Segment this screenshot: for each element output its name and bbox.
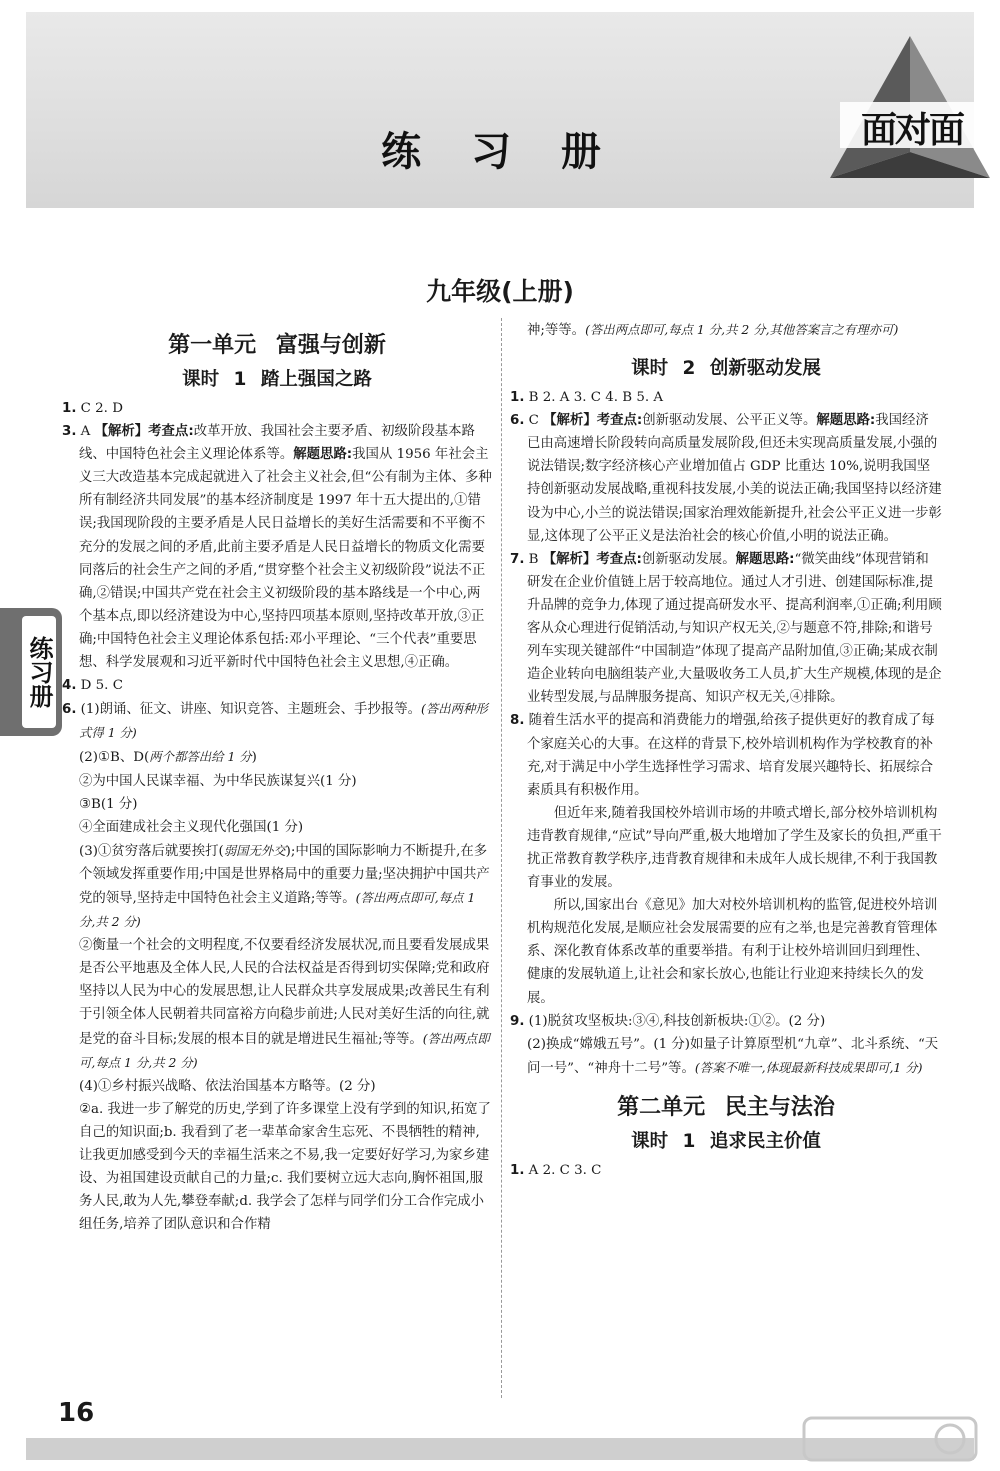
answer-line: (2)①B、D(两个都答出给 1 分) xyxy=(79,749,257,766)
answer-item: 3. A 【解析】考查点:改革开放、我国社会主要矛盾、初级阶段基本路线、中国特色社会主义理论体系等。解题思路:我国从 1956 年社会主义三大改造基本完成起就进入了社会主义社会,但“公有制为主体、多种所有制经济共同发展”的基本经济制度是 1997 年十五大提出的,①错误;我国现阶段的主要矛盾是人民日益增长的美好生活需要和不平衡不充分的发展之间的矛盾,此前主要矛盾是人民日益增长的物质文化需要同落后的社会生产之间的矛盾,“贯穿整个社会主义初级阶段”说法不正确,②错误;中国共产党在社会主义初级阶段的基本路线是一个中心,两个基本点,即以经济建设为中心,坚持四项基本原则,坚持改革开放,③正确;中国特色社会主义理论体系包括:邓小平理论、“三个代表”重要思想、科学发展观和习近平新时代中国特色社会主义思想,④正确。 xyxy=(62,424,492,671)
page-number: 16 xyxy=(58,1398,95,1428)
answer-item: 1. C 2. D xyxy=(62,401,123,416)
answer-line: ②为中国人民谋幸福、为中华民族谋复兴(1 分) xyxy=(79,773,357,789)
right-column xyxy=(510,318,942,1182)
answer-line: ③B(1 分) xyxy=(79,796,138,812)
answer-line: ④全面建成社会主义现代化强国(1 分) xyxy=(79,819,304,835)
left-column xyxy=(62,326,492,1236)
logo-text: 面对面 xyxy=(860,110,963,151)
column-divider xyxy=(501,318,502,1398)
answer-item: 8. 随着生活水平的提高和消费能力的增强,给孩子提供更好的教育成了每个家庭关心的大事。在这样的背景下,校外培训机构作为学校教育的补充,对于满足中小学生选择性学习需求、培育发展兴趣特长、拓展综合素质具有积极作用。 xyxy=(510,713,935,798)
watermark-logo xyxy=(800,1414,980,1464)
side-tab xyxy=(0,608,62,736)
brand-logo xyxy=(826,32,994,182)
answer-line: 神;等等。(答出两点即可,每点 1 分,共 2 分,其他答案言之有理亦可) xyxy=(527,322,899,338)
grade-title: 九年级(上册) xyxy=(426,277,574,306)
lesson-title: 课时 1 踏上强国之路 xyxy=(182,369,372,390)
unit-title: 第二单元 民主与法治 xyxy=(617,1094,835,1120)
unit-title: 第一单元 富强与创新 xyxy=(168,333,386,358)
answer-item: 6. (1)朗诵、征文、讲座、知识竞答、主题班会、手抄报等。(答出两种形式得 1 分) xyxy=(62,701,488,741)
lesson-title: 课时 1 追求民主价值 xyxy=(631,1130,821,1152)
answer-line: (3)①贫穷落后就要挨打(弱国无外交);中国的国际影响力不断提升,在多个领域发挥重要作用;中国是世界格局中的重要力量;坚决拥护中国共产党的领导,坚持走中国特色社会主义道路;等等。(答出两点即可,每点 1 分,共 2 分) xyxy=(79,842,490,930)
answer-line: (4)①乡村振兴战略、依法治国基本方略等。(2 分) xyxy=(79,1078,376,1094)
lesson-title: 课时 2 创新驱动发展 xyxy=(631,358,821,380)
answer-paragraph: 但近年来,随着我国校外培训市场的井喷式增长,部分校外培训机构违背教育规律,“应试”导向严重,极大地增加了学生及家长的负担,严重干扰正常教育教学秩序,违背教育规律和未成年人成长规律,不利于我国教育事业的发展。 xyxy=(527,805,942,891)
answer-item: 1. B 2. A 3. C 4. B 5. A xyxy=(510,390,664,406)
answer-line: ②a. 我进一步了解党的历史,学到了许多课堂上没有学到的知识,拓宽了自己的知识面;b. 我看到了老一辈革命家舍生忘死、不畏牺牲的精神,让我更加感受到今天的幸福生活来之不易,我一定要好好学习,为家乡建设、为祖国建设贡献自己的力量;c. 我们要树立远大志向,胸怀祖国,服务人民,敢为人先,攀登奉献;d. 我学会了怎样与同学们分工合作完成小组任务,培养了团队意识和合作精 xyxy=(79,1101,491,1233)
answer-item: 7. B 【解析】考查点:创新驱动发展。解题思路:“微笑曲线”体现营销和研发在企业价值链上居于较高地位。通过人才引进、创建国际标准,提升品牌的竞争力,体现了通过提高研发水平、提高利润率,①正确;利用顾客从众心理进行促销活动,与知识产权无关,②与题意不符,排除;和谐号列车实现关键部件“中国制造”体现了提高产品附加值,③正确;某成衣制造企业转向电脑组装产业,大量吸收务工人员,扩大生产规模,体现的是企业转型发展,与品牌服务提高、知识产权无关,④排除。 xyxy=(510,551,942,706)
answer-paragraph: 所以,国家出台《意见》加大对校外培训机构的监管,促进校外培训机构规范化发展,是顺应社会发展需要的应有之举,也是完善教育管理体系、深化教育体系改革的重要举措。有利于让校外培训回归到理性、健康的发展轨道上,让社会和家长放心,也能让行业迎来持续长久的发展。 xyxy=(527,898,938,1006)
answer-line: (2)换成“嫦娥五号”。(1 分)如量子计算原型机“九章”、北斗系统、“天问一号”、“神舟十二号”等。(答案不唯一,体现最新科技成果即可,1 分) xyxy=(527,1036,939,1076)
watermark-icon xyxy=(800,1414,980,1464)
page-header xyxy=(26,12,974,208)
side-tab-label: 练习册 xyxy=(22,616,56,728)
answer-line: ②衡量一个社会的文明程度,不仅要看经济发展状况,而且要看发展成果是否公平地惠及全体人民,人民的合法权益是否得到切实保障;党和政府坚持以人民为中心的发展思想,让人民群众共享发展成果;改善民生有利于引领全体人民朝着共同富裕方向稳步前进;人民对美好生活的向往,就是党的奋斗目标;发展的根本目的就是增进民生福祉;等等。(答出两点即可,每点 1 分,共 2 分) xyxy=(79,938,490,1070)
answer-item: 9. (1)脱贫攻坚板块:③④,科技创新板块:①②。(2 分) xyxy=(510,1013,826,1029)
header-title: 练 习 册 xyxy=(381,129,619,175)
answer-item: 1. A 2. C 3. C xyxy=(510,1162,602,1178)
answer-item: 6. C 【解析】考查点:创新驱动发展、公平正义等。解题思路:我国经济已由高速增长阶段转向高质量发展阶段,但还未实现高质量发展,小强的说法错误;数字经济核心产业增加值占 GDP 比重达 10%,说明我国坚持创新驱动发展战略,重视科技发展,小美的说法正确;我国坚持以经济建设为中心,小兰的说法错误;国家治理效能新提升,社会公平正义进一步彰显,这体现了公平正义是法治社会的核心价值,小明的说法正确。 xyxy=(510,413,942,544)
answer-item: 4. D 5. C xyxy=(62,678,123,694)
